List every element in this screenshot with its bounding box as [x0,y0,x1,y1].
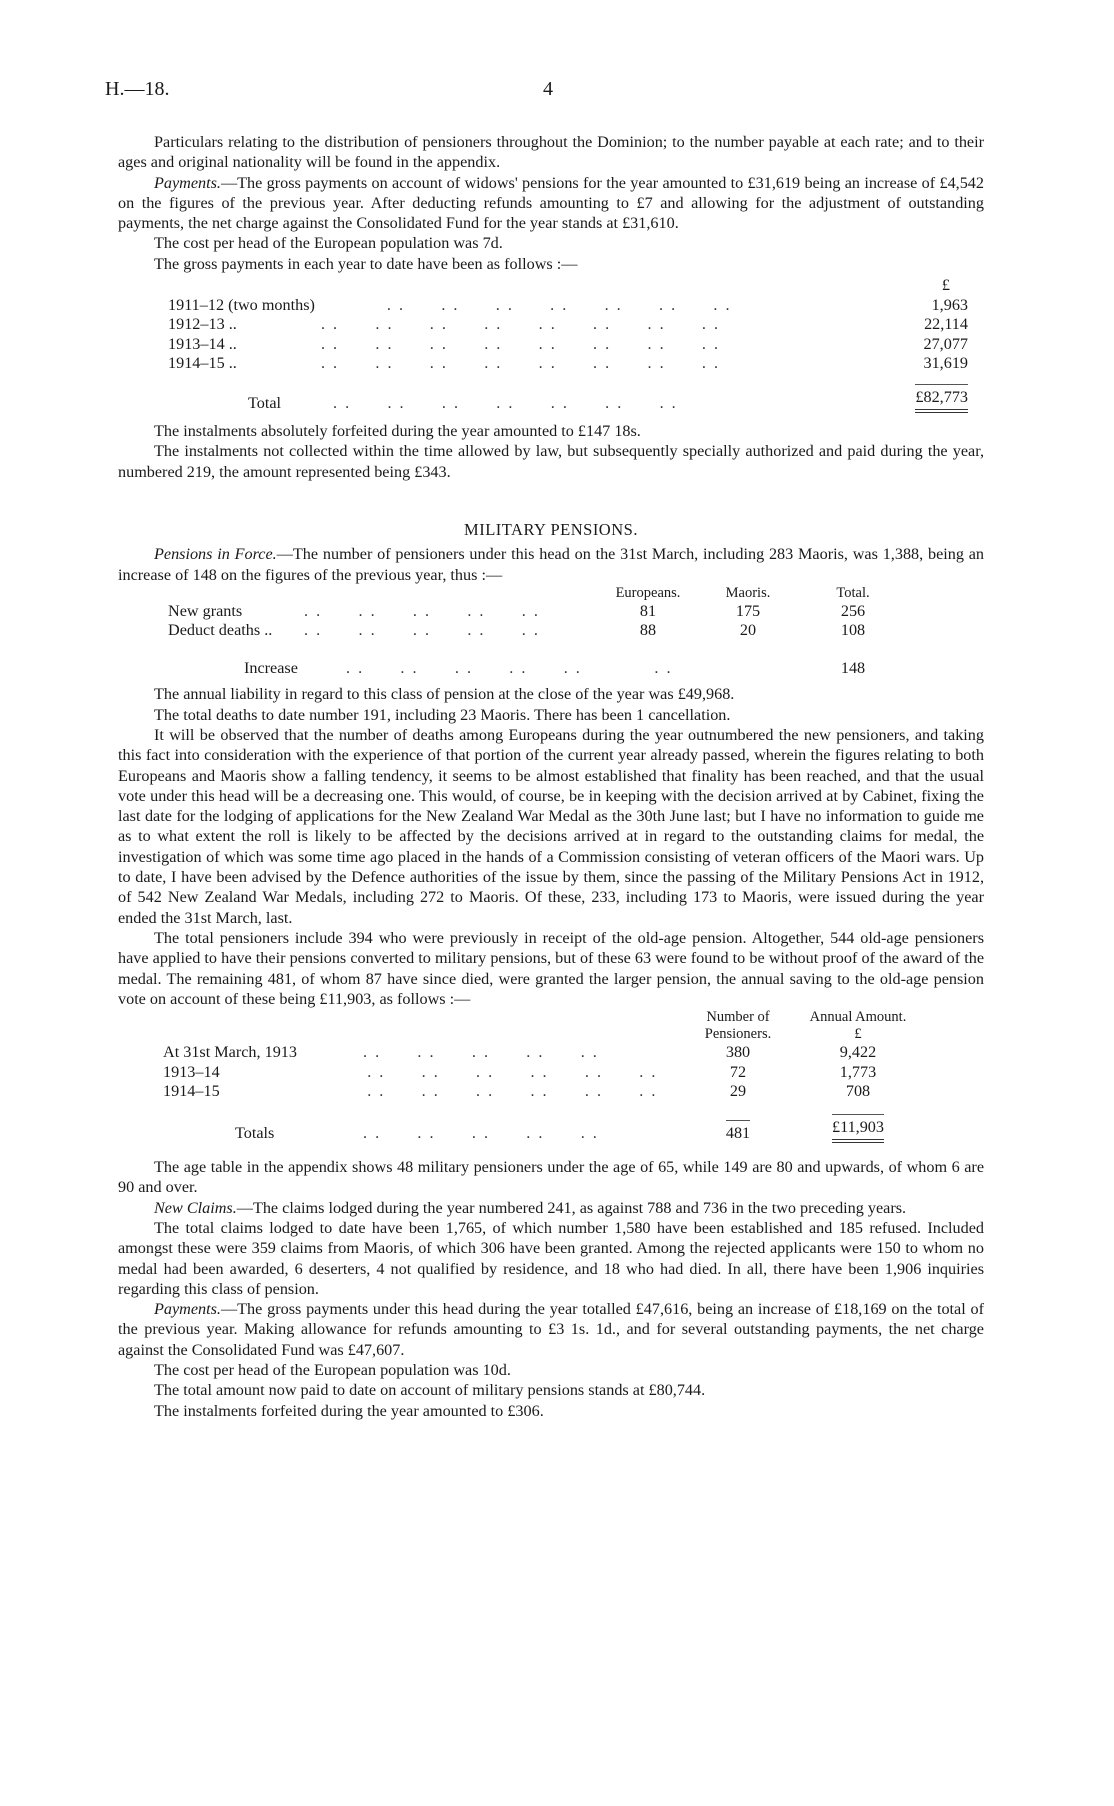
totals-label: Totals [235,1123,275,1142]
cell-amount: 708 [845,1082,871,1101]
total-amount [863,384,968,414]
military-total-paid-paragraph: The total amount now paid to date on account of military pensions stands at £80,744. [154,1381,706,1400]
intro-paragraph-gross: The gross payments in each year to date have been as follows :— [154,254,578,273]
dot-leader: . . . . . . . . . . [363,1043,599,1062]
totals-amount-value: £11,903 [832,1114,884,1144]
row-label: 1912–13 .. [168,315,237,334]
row-label: New grants [168,601,243,620]
new-claims-text: —The claims lodged during the year numbered 241, as against 788 and 736 in the two preceding years. [236,1198,907,1217]
uncollected-paragraph: The instalments not collected within the time allowed by law, but subsequently specially authorized and paid during the year, numbered 219, the amount represented being £343. [118,442,984,481]
dot-leader: . . . . . . . . . . . . [343,1082,658,1101]
row-label: At 31st March, 1913 [163,1043,297,1062]
total-row [168,384,968,414]
dot-leader: . . . . . . . . . . . . [346,658,673,677]
increase-label: Increase [244,658,298,677]
table-row [168,602,908,622]
military-payments-heading: Payments. [154,1300,221,1319]
body-text [118,132,984,1421]
row-label: 1913–14 [163,1062,220,1081]
new-claims-heading: New Claims. [154,1198,237,1217]
deaths-paragraph: The total deaths to date number 191, including 23 Maoris. There has been 1 cancellation. [154,705,731,724]
totals-row [163,1114,923,1144]
grants-deaths-table [168,585,908,679]
intro-paragraph-payments [118,173,984,234]
row-label: 1914–15 .. [168,354,237,373]
document-reference: H.—18. [105,78,170,100]
payments-text: —The gross payments on account of widows' pensions for the year amounted to £31,619 being an increase of £4,542 on the figures of the previous year. After deducting refunds amounting to £7 and allowing for the adjustment of outstanding payments, the net charge against the Consolidated Fund for the year stands at £31,610. [118,173,984,233]
total-amount-value: £82,773 [915,384,968,414]
military-payments-paragraph [118,1299,984,1360]
header-total: Total. [836,584,870,601]
row-amount: 1,963 [931,295,968,314]
intro-paragraph-1: Particulars relating to the distribution of pensioners throughout the Dominion; to the number payable at each rate; and to their ages and original nationality will be found in the appendix. [118,133,984,172]
row-label: Deduct deaths .. [168,621,273,640]
dot-leader: . . . . . . . . . . . . . . [314,393,678,412]
table-row [163,1082,923,1102]
row-amount: 22,114 [924,315,968,334]
old-age-conversion-paragraph: The total pensioners include 394 who were previously in receipt of the old-age pension. Altogether, 544 old-age pensioners have applied to have their pensions converted to military pensions, but of these 63 were found to be without proof of the award of the medal. The remaining 481, of whom 87 have since died, were granted the larger pension, the annual saving to the old-age pension vote on account of these being £11,903, as follows :— [118,928,984,1008]
table-row [168,315,968,335]
header-europeans: Europeans. [615,584,681,601]
dot-leader: . . . . . . . . . . [298,601,540,620]
row-label: 1911–12 (two months) [168,295,315,314]
cell-maoris: 175 [735,601,761,620]
total-label: Total [248,393,282,412]
table-row [168,354,968,374]
cell-number: 380 [725,1043,751,1062]
header-maoris: Maoris. [725,584,771,601]
increase-row [168,659,908,679]
cell-number: 72 [729,1062,747,1081]
cell-total: 256 [840,601,866,620]
header-annual-line1: Annual Amount. [809,1009,907,1026]
header-currency: £ [854,1026,862,1043]
forfeited-paragraph: The instalments absolutely forfeited during the year amounted to £147 18s. [154,422,641,441]
cell-maoris: 20 [739,621,757,640]
new-claims-paragraph [118,1198,984,1218]
claims-total-paragraph: The total claims lodged to date have been 1,765, of which number 1,580 have been established and 185 refused. Included amongst these were 359 claims from Maoris, of which 306 have been granted. Among the rejected applicants were 150 to whom no medal had been awarded, 6 deserters, 4 not qualified by residence, and 18 who had died. In all, there have been 1,906 inquiries regarding this class of pension. [118,1219,984,1298]
cell-amount: 9,422 [839,1043,877,1062]
liability-paragraph: The annual liability in regard to this class of pension at the close of the year was £49,968. [154,685,735,704]
table-row [168,621,908,641]
pensions-in-force-text: —The number of pensioners under this head on the 31st March, including 283 Maoris, was 1,388, being an increase of 148 on the figures of the previous year, thus :— [118,545,985,584]
totals-number-value: 481 [726,1120,750,1144]
pensions-in-force-paragraph [118,544,984,585]
military-forfeited-paragraph: The instalments forfeited during the year amounted to £306. [154,1401,544,1420]
row-label: 1914–15 [163,1082,220,1101]
header-number-line1: Number of [706,1009,770,1026]
totals-number [683,1114,793,1144]
table-row [168,296,968,316]
military-cost-paragraph: The cost per head of the European population was 10d. [154,1361,511,1380]
dot-leader: . . . . . . . . . . . . . . . . [314,354,721,373]
widows-payments-table [168,276,968,413]
header-annual-amount [793,1009,923,1043]
section-title: MILITARY PENSIONS. [464,519,638,539]
row-amount: 31,619 [923,354,968,373]
payments-heading: Payments. [154,173,221,192]
dot-leader: . . . . . . . . . . [363,1123,599,1142]
page-number: 4 [543,78,553,100]
cell-amount: 1,773 [839,1062,877,1081]
row-amount: 27,077 [923,334,968,353]
cell-total: 108 [840,621,866,640]
currency-header: £ [941,276,950,295]
header-number-of-pensioners [683,1009,793,1043]
cell-number: 29 [729,1082,747,1101]
header-number-line2: Pensioners. [704,1026,772,1043]
table-row [163,1063,923,1083]
dot-leader: . . . . . . . . . . . . . . . . [314,315,721,334]
pensions-in-force-heading: Pensions in Force. [154,545,277,564]
cell-europeans: 88 [639,621,657,640]
old-age-saving-table [163,1009,923,1143]
dot-leader: . . . . . . . . . . . . [343,1062,658,1081]
dot-leader: . . . . . . . . . . . . . . . . [314,334,721,353]
intro-paragraph-cost: The cost per head of the European population was 7d. [154,234,503,253]
age-paragraph: The age table in the appendix shows 48 military pensioners under the age of 65, while 149 are 80 and upwards, of whom 6 are 90 and over. [118,1158,984,1197]
table-row [168,335,968,355]
table-row [163,1043,923,1063]
row-label: 1913–14 .. [168,334,237,353]
cell-europeans: 81 [639,601,657,620]
military-payments-text: —The gross payments under this head during the year totalled £47,616, being an increase of £18,169 on the total of the previous year. Making allowance for refunds amounting to £3 1s. 1d., and for several outstanding payments, the net charge against the Consolidated Fund was £47,607. [118,1300,984,1359]
dot-leader: . . . . . . . . . . [298,621,540,640]
observed-paragraph: It will be observed that the number of deaths among Europeans during the year outnumbered the new pensioners, and taking this fact into consideration with the experience of that portion of the current year already passed, wherein the figures relating to both Europeans and Maoris show a falling tendency, it seems to be almost established that finality has been reached, and that the usual vote under this head will be a decreasing one. This would, of course, be in keeping with the decision arrived at by Cabinet, fixing the last date for the lodging of applications for the New Zealand War Medal as the 30th June last; but I have no information to guide me as to what extent the roll is likely to be affected by the decisions arrived at in regard to the outstanding claims for medal, the investigation of which was some time ago placed in the hands of a Commission consisting of veteran officers of the Maori wars. Up to date, I have been advised by the Defence authorities of the issue by them, since the passing of the Military Pensions Act in 1912, of 542 New Zealand War Medals, including 272 to Maoris. Of these, 233, including 173 to Maoris, were issued during the year ended the 31st March, last. [118,725,984,927]
increase-total: 148 [840,658,866,677]
dot-leader: . . . . . . . . . . . . . . [386,295,732,314]
totals-amount [793,1114,923,1144]
